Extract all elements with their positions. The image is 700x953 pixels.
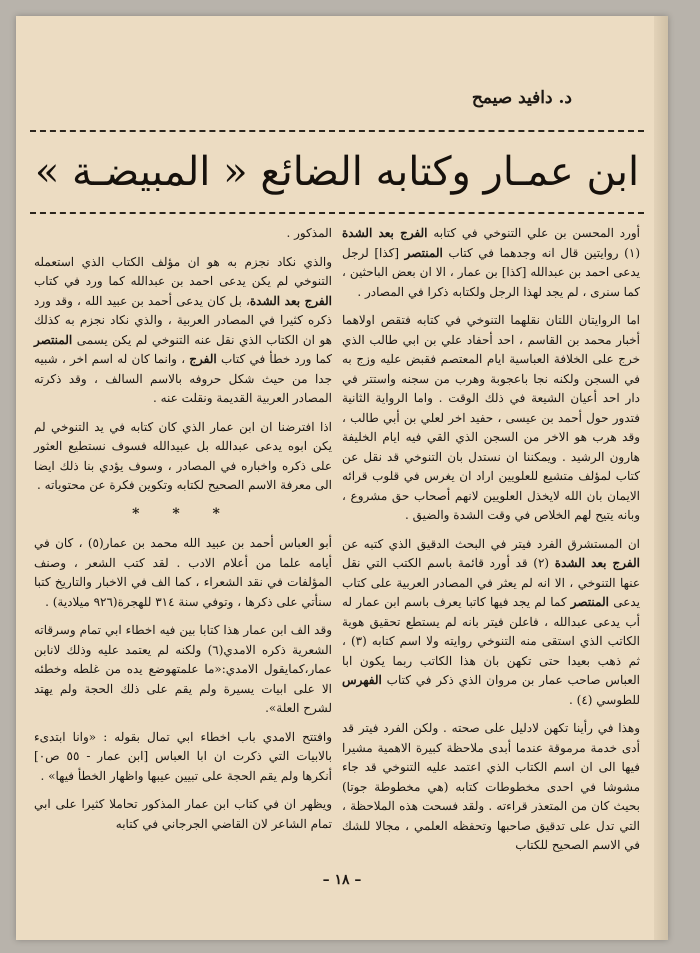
left-column (34, 224, 332, 843)
book-title: المنتصر (570, 595, 609, 609)
paragraph: أبو العباس أحمد بن عبيد الله محمد بن عمار(٥) ، كان في أيامه علما من أعلام الادب . لقد كتب الشعر ، وصنف المؤلفات في نقد الشعراء ، كما الف في الاخبار والتاريخ كتبا سنأتي على ذكرها ، وتوفي سنة ٣١٤ للهجرة(٩٢٦ ميلادية) . (34, 536, 332, 609)
paragraph: ان المستشرق الفرد فيتر في البحث الدقيق الذي كتبه عن الفرج بعد الشدة (٢) قد أورد قائمة باسم الكتب التي نقل عنها التنوخي ، الا انه لم يعثر في المصادر العربية على كتاب يدعى المنتصر كما لم يجد فيها كاتبا يعرف باسم ابن عمار له أب يدعى عبدالله ، فاعلن فيتر بانه لم يستطع تحقيق هوية الكاتب الذي استقى منه التنوخي روايته ولا اسم كتابه (٣) ، ثم ذهب بعيدا حتى تكهن بان هذا الكاتب ربما يكون ابا العباس صاحب عمار بن مروان الذي ذكر في كتاب الفهرس للطوسي (٤) . (342, 536, 641, 707)
paragraph: وافتتح الامدي باب اخطاء ابي تمال بقوله : «وانا ابتدىء بالابيات التي ذكرت ان ابا العباس [ابن عمار - ٥٥ ص٠] أنكرها ولم يقم الحجة على تبيين عيبها واظهار الخطأ فيها» . (34, 729, 333, 783)
book-title: الفرج بعد الشدة (554, 556, 640, 570)
section-separator: * * * (132, 505, 234, 522)
paragraph: أورد المحسن بن علي التنوخي في كتابه الفرج بعد الشدة (١) روايتين قال انه وجدهما في كتاب المنتصر [كذا] لرجل يدعى احمد بن عبدالله [كذا] بن عمار ، الا ان بعض الباحثين ، كما سنرى ، لم يجد لهذا الرجل ولكتابه ذكرا في المصادر . (342, 226, 640, 299)
paragraph: المذكور . (286, 226, 332, 240)
page-edge (654, 16, 668, 940)
book-title: المنتصر (34, 332, 73, 347)
book-title: الفرج (189, 352, 217, 366)
author-name: د. دافيد صيمح (471, 88, 572, 108)
paragraph: والذي نكاد نجزم به هو ان مؤلف الكتاب الذي استعمله التنوخي لم يكن يدعى احمد بن عبدالله كما ورد في كتاب الفرج بعد الشدة، بل كان يدعى أحمد بن عبيد الله ، وقد ورد ذكره كثيرا في المصادر العربية ، والذي نكاد نجزم به كذلك هو ان الكتاب الذي نقل عنه التنوخي لم يكن يسمى المنتصر كما ورد خطأ في كتاب الفرج ، وانما كان له اسم اخر ، شبيه جدا من حيث شكل حروفه بالاسم السالف ، وقد ذكرته المصادر العربية القديمة ونقلت عنه . (34, 254, 332, 405)
top-divider (30, 130, 644, 132)
paragraph: اما الروايتان اللتان نقلهما التنوخي في كتابه فتقص اولاهما أخبار محمد بن القاسم ، احد أحفاد علي بن ابي طالب الذي خرج على الخلافة العباسية ايام المعتصم فقبض عليه وزج به في السجن ولكنه نجا باعجوبة وهرب من سجنه واستتر في دار احد أعيان الشيعة في ذلك الوقت . واما الرواية الثانية فتدور حول أحمد بن عيسى ، حفيد اخر لعلي بن أبي طالب ، وقد هرب هو الاخر من السجن الذي القي فيه ايام الخليفة هارون الرشيد . ويمكننا ان نستدل بان التنوخي قد نقل عن كتاب لمؤلف متشيع للعلويين اراد ان يغرس في قلوب قرائه الايمان بان الله لايخذل العلويين لانهم أصحاب حق مشروع ، وبانه يتيح لهم الخلاص في وقت الشدة والضيق . (342, 313, 640, 522)
article-title: ابن عمـار وكتابه الضائع « المبيضـة » (34, 149, 640, 195)
page-number: – ١٨ – (322, 872, 362, 888)
book-title: المنتصر (404, 245, 443, 260)
book-title: الفرج بعد الشدة (249, 293, 332, 308)
magazine-page (16, 16, 668, 940)
book-title: الفرج بعد الشدة (342, 226, 428, 240)
right-column (342, 224, 640, 865)
paragraph: اذا افترضنا ان ابن عمار الذي كان كتابه في يد التنوخي لم يكن ابوه يدعى عبدالله بل عبيدالله فسوف نستطيع العثور على ذكره واخباره في المصادر ، وسوف يؤدي بنا ذلك ايضا الى معرفة الاسم الصحيح لكتابه وتكوين فكرة عن محتوياته . (34, 419, 332, 492)
book-title: الفهرس (342, 673, 382, 687)
bottom-divider (30, 212, 644, 214)
paragraph: وقد الف ابن عمار هذا كتابا بين فيه اخطاء ابي تمام وسرقاته الشعرية ذكره الامدي(٦) ولكنه لم يعتمد عليه وذلك لانابن عمار،كمايقول الامدي:«ما علمتهوضع يده من غلطه وخطئه الا على ابيات يسيرة ولم يقم على ذلك الحجة ولم يهتد لشرح العلة». (34, 623, 332, 715)
paragraph: وهذا في رأينا تكهن لادليل على صحته . ولكن الفرد فيتر قد أدى خدمة مرموقة عندما أبدى ملاحظة كبيرة الاهمية مشيرا فيها الى ان اسم الكتاب الذي اعتمد عليه التنوخي قد جاء مشوشا في احدى مخطوطات كتابه (هي مخطوطة جوتا) بحيث كان من المتعذر قراءته . ولقد فسحت هذه الملاحظة ، التي تدل على تدقيق صاحبها وتحفظه العلمي ، مجالا للشك في الاسم الصحيح للكتاب (342, 721, 640, 852)
paragraph: ويظهر ان في كتاب ابن عمار المذكور تحاملا كثيرا على ابي تمام الشاعر لان القاضي الجرجاني في كتابه (34, 797, 332, 831)
